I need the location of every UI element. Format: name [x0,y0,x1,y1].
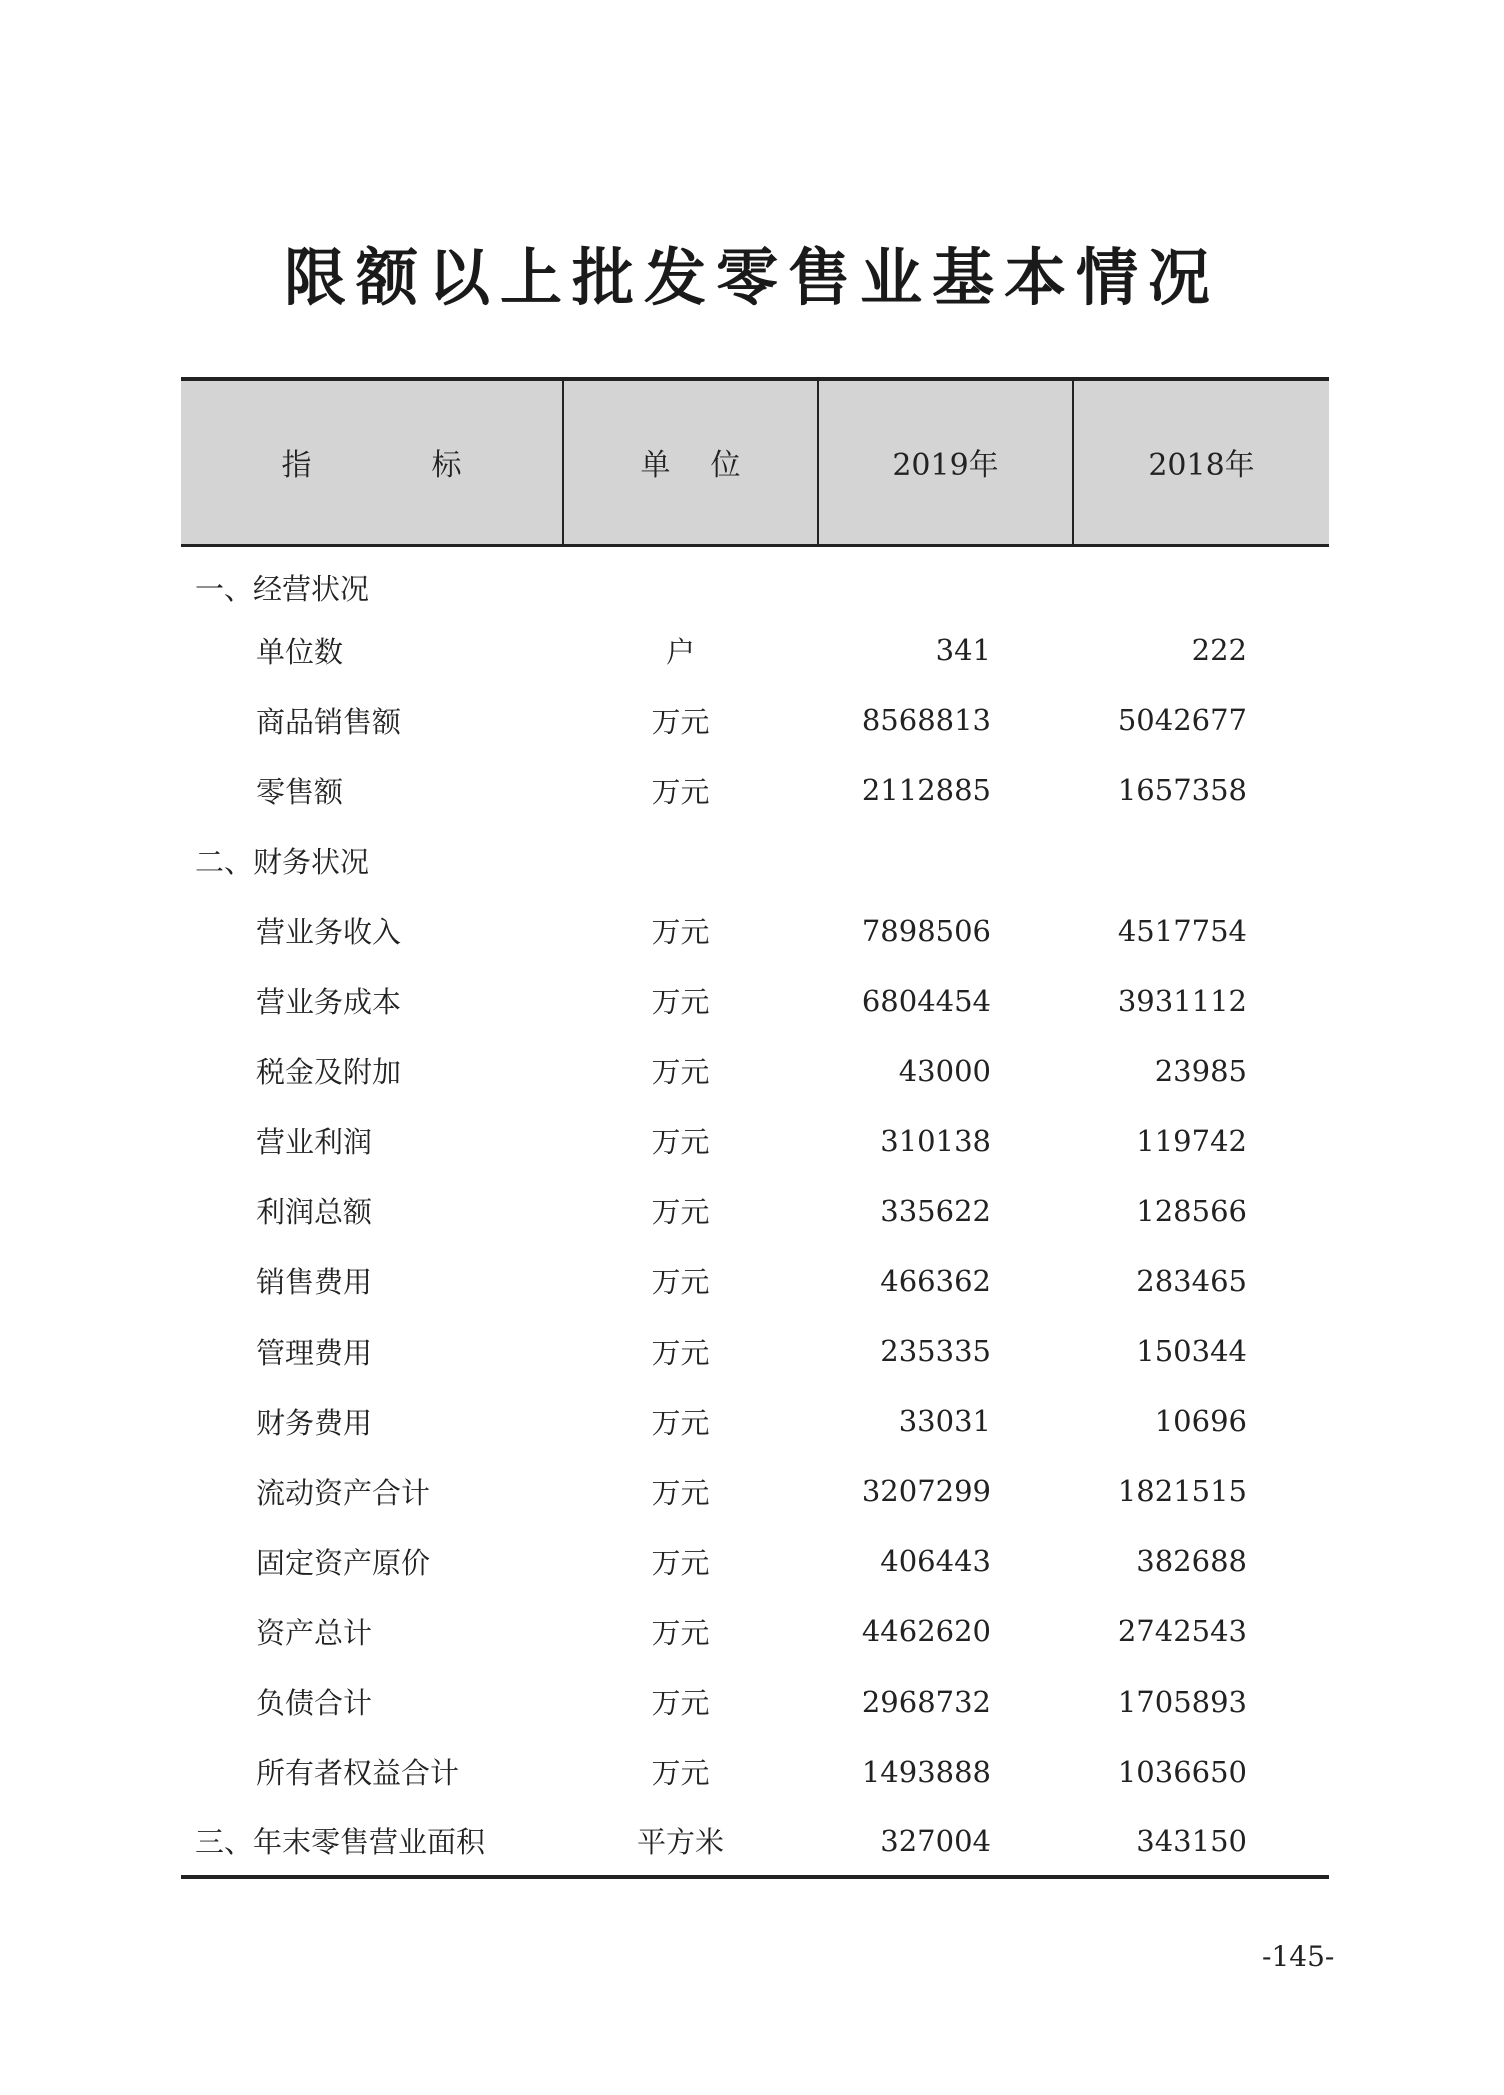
row-name: 流动资产合计 [256,1475,431,1510]
header-row [181,379,1329,545]
row-value-2019: 335622 [880,1193,991,1228]
row-value-2019: 406443 [880,1544,991,1579]
row-value-2018: 283465 [1136,1263,1247,1298]
table-row [181,1526,1329,1596]
row-unit: 万元 [651,1686,710,1721]
table-row [181,1106,1329,1176]
table-row [181,1316,1329,1386]
table-row [181,1807,1329,1877]
row-name: 一、经营状况 [195,572,370,607]
table-row [181,1176,1329,1246]
header-unit-char-2: 位 [710,448,741,484]
table-row [181,966,1329,1036]
header-year-2018: 2018年 [1073,379,1329,545]
row-unit: 万元 [651,704,710,739]
row-name: 资产总计 [256,1615,373,1650]
row-name: 营业利润 [256,1125,373,1160]
row-name: 商品销售额 [256,704,402,739]
row-name: 营业务成本 [256,985,402,1020]
row-unit: 万元 [651,1335,710,1370]
row-value-2018: 119742 [1136,1123,1247,1158]
row-value-2018: 1821515 [1117,1474,1247,1509]
row-name: 营业务收入 [256,915,402,950]
page-title: 限额以上批发零售业基本情况 [283,241,1220,314]
row-name: 固定资产原价 [256,1545,431,1580]
row-unit: 平方米 [563,1807,818,1877]
row-value-2018: 5042677 [1117,703,1247,738]
row-name: 负债合计 [256,1686,373,1721]
row-value-2019: 1493888 [861,1754,991,1789]
row-name: 管理费用 [256,1335,373,1370]
row-unit: 户 [665,634,695,669]
row-value-2019: 43000 [898,1053,991,1088]
row-name: 零售额 [256,774,344,809]
header-year-2019: 2019年 [818,379,1073,545]
row-unit [563,825,818,895]
table-header [181,379,1329,545]
row-unit: 万元 [651,1475,710,1510]
row-value-2018: 343150 [1073,1807,1329,1877]
table-row [181,685,1329,755]
row-name: 单位数 [256,634,344,669]
row-name: 财务费用 [256,1405,373,1440]
row-value-2018 [1073,545,1329,615]
table-row [181,545,1329,615]
row-unit: 万元 [651,1125,710,1160]
page-number: -145- [1262,1940,1335,1973]
row-value-2018: 1705893 [1117,1684,1247,1719]
row-unit: 万元 [651,985,710,1020]
row-name: 二、财务状况 [195,844,370,879]
row-value-2019: 6804454 [861,983,991,1018]
row-unit: 万元 [651,774,710,809]
header-unit-char-1: 单 [640,448,671,484]
table-row [181,825,1329,895]
row-value-2018: 2742543 [1117,1614,1247,1649]
table-row [181,1456,1329,1526]
table-row [181,1246,1329,1316]
row-unit [563,545,818,615]
row-value-2019: 235335 [880,1334,991,1369]
row-unit: 万元 [651,1615,710,1650]
row-value-2018: 128566 [1136,1193,1247,1228]
row-value-2018: 222 [1191,633,1247,668]
row-unit: 万元 [651,1756,710,1791]
header-unit [563,379,818,545]
row-unit: 万元 [651,1265,710,1300]
row-value-2019: 8568813 [861,703,991,738]
header-indicator [181,379,563,545]
row-value-2018: 3931112 [1117,983,1247,1018]
row-value-2019: 33031 [898,1404,991,1439]
row-unit: 万元 [651,1195,710,1230]
statistics-table-container [181,377,1329,1879]
row-value-2018: 150344 [1136,1334,1247,1369]
row-name: 利润总额 [256,1195,373,1230]
row-name: 税金及附加 [256,1055,402,1090]
row-value-2019 [818,545,1073,615]
row-value-2019: 3207299 [861,1474,991,1509]
row-value-2019: 2968732 [861,1684,991,1719]
row-value-2018: 1657358 [1117,773,1247,808]
table-row [181,615,1329,685]
table-row [181,895,1329,965]
row-value-2018: 23985 [1154,1053,1247,1088]
table-row [181,1386,1329,1456]
table-body [181,545,1329,1877]
table-row [181,1667,1329,1737]
row-value-2018: 1036650 [1117,1754,1247,1789]
header-indicator-char-1: 指 [281,448,312,484]
row-value-2019: 310138 [880,1123,991,1158]
row-value-2019: 7898506 [861,913,991,948]
row-value-2019: 466362 [880,1263,991,1298]
row-value-2019: 4462620 [861,1614,991,1649]
row-unit: 万元 [651,915,710,950]
row-value-2019: 327004 [818,1807,1073,1877]
row-unit: 万元 [651,1055,710,1090]
row-value-2019 [818,825,1073,895]
table-row [181,1036,1329,1106]
statistics-table [181,377,1329,1879]
row-name: 所有者权益合计 [256,1756,460,1791]
table-row [181,1596,1329,1666]
row-value-2019: 2112885 [861,773,991,808]
row-unit: 万元 [651,1405,710,1440]
table-row [181,755,1329,825]
header-indicator-char-2: 标 [431,448,462,484]
row-value-2018: 382688 [1136,1544,1247,1579]
row-name: 三、年末零售营业面积 [181,1807,563,1877]
row-value-2018: 4517754 [1117,913,1247,948]
row-value-2018 [1073,825,1329,895]
row-unit: 万元 [651,1545,710,1580]
row-name: 销售费用 [256,1265,373,1300]
row-value-2018: 10696 [1154,1404,1247,1439]
table-row [181,1737,1329,1807]
row-value-2019: 341 [935,633,991,668]
